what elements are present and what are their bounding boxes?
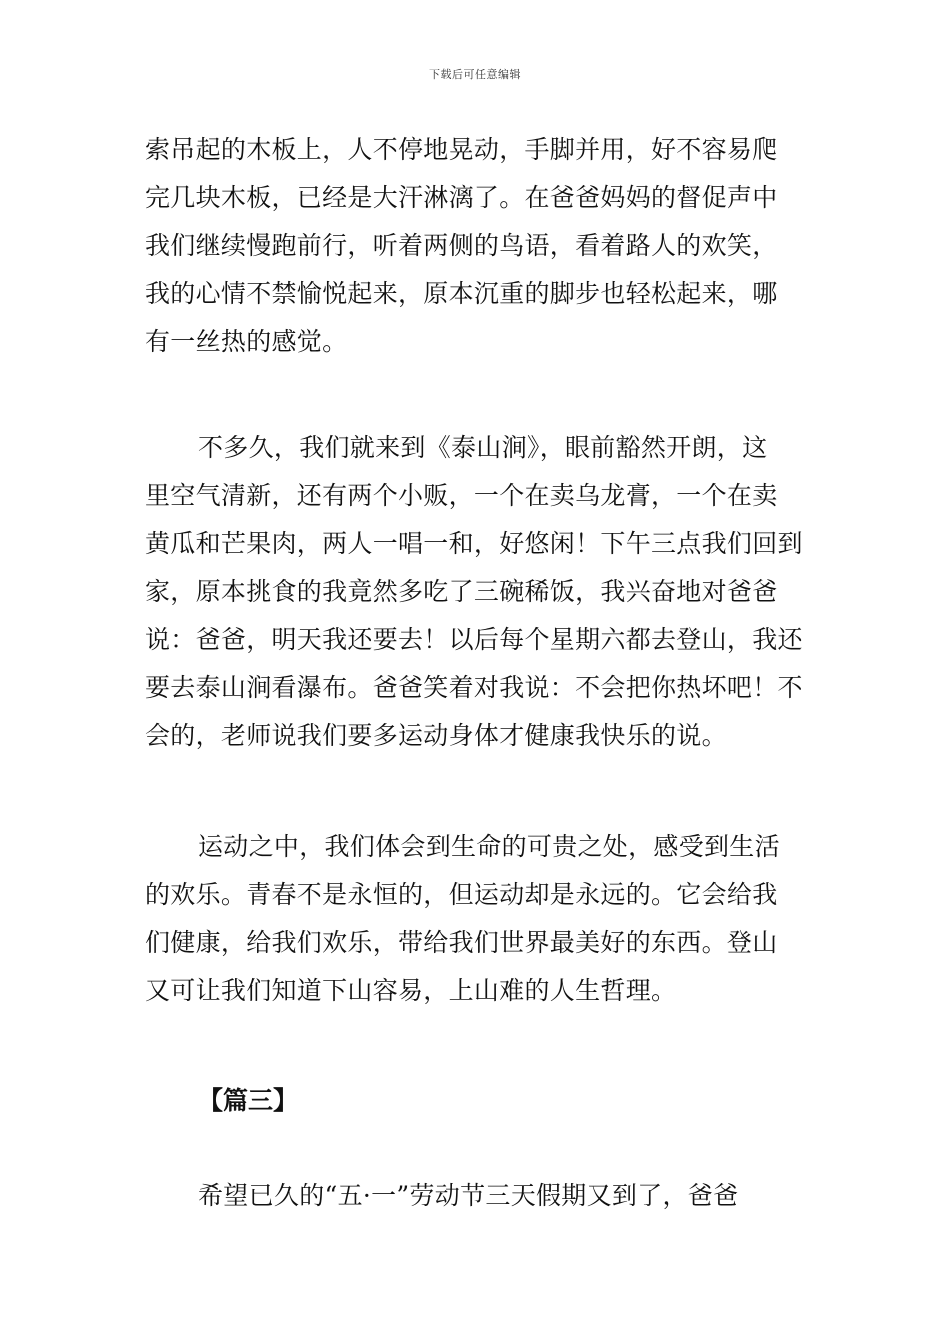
paragraph-line: 说：爸爸，明天我还要去！以后每个星期六都去登山，我还 xyxy=(145,625,803,654)
header-note: 下载后可任意编辑 xyxy=(429,68,521,81)
paragraph-line: 索吊起的木板上，人不停地晃动，手脚并用，好不容易爬 xyxy=(145,135,778,164)
paragraph-line: 黄瓜和芒果肉，两人一唱一和，好悠闲！下午三点我们回到 xyxy=(145,529,803,558)
paragraph-line: 会的，老师说我们要多运动身体才健康我快乐的说。 xyxy=(145,721,727,750)
paragraph-line: 要去泰山涧看瀑布。爸爸笑着对我说：不会把你热坏吧！不 xyxy=(145,673,803,702)
paragraph-line: 完几块木板，已经是大汗淋漓了。在爸爸妈妈的督促声中 xyxy=(145,183,778,212)
section-title: 【篇三】 xyxy=(198,1086,299,1115)
paragraph-line: 的欢乐。青春不是永恒的，但运动却是永远的。它会给我 xyxy=(145,880,778,909)
paragraph-2 xyxy=(145,424,809,760)
paragraph-line: 又可让我们知道下山容易，上山难的人生哲理。 xyxy=(145,976,677,1005)
paragraph-line: 有一丝热的感觉。 xyxy=(145,327,348,356)
paragraph-1 xyxy=(145,126,809,366)
paragraph-line: 希望已久的“五·一”劳动节三天假期又到了，爸爸 xyxy=(198,1181,739,1210)
paragraph-line: 里空气清新，还有两个小贩，一个在卖乌龙膏，一个在卖 xyxy=(145,481,778,510)
paragraph-line: 家，原本挑食的我竟然多吃了三碗稀饭，我兴奋地对爸爸 xyxy=(145,577,778,606)
paragraph-line: 我的心情不禁愉悦起来，原本沉重的脚步也轻松起来，哪 xyxy=(145,279,778,308)
paragraph-line: 我们继续慢跑前行，听着两侧的鸟语，看着路人的欢笑， xyxy=(145,231,778,260)
paragraph-line: 运动之中，我们体会到生命的可贵之处，感受到生活 xyxy=(198,832,780,861)
paragraph-line: 们健康，给我们欢乐，带给我们世界最美好的东西。登山 xyxy=(145,928,778,957)
paragraph-4 xyxy=(145,1172,809,1220)
paragraph-line: 不多久，我们就来到《泰山涧》，眼前豁然开朗，这 xyxy=(198,433,768,462)
paragraph-3 xyxy=(145,823,809,1015)
